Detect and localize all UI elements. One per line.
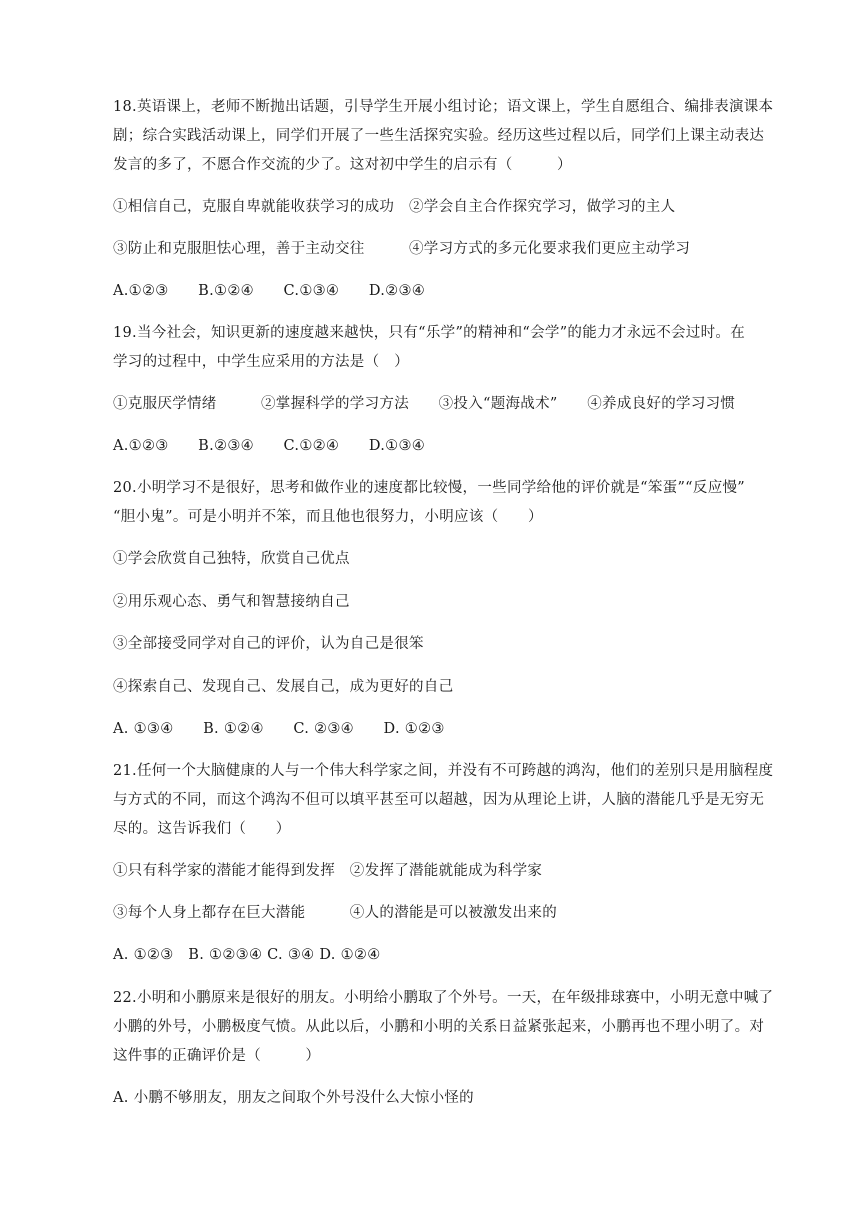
q21-stem-line-1: 21.任何一个大脑健康的人与一个伟大科学家之间，并没有不可跨越的鸿沟，他们的差别只是用脑程度 bbox=[113, 763, 774, 779]
q22-stem-line-1: 22.小明和小鹏原来是很好的朋友。小明给小鹏取了个外号。一天，在年级排球赛中，小明无意中喊了 bbox=[113, 990, 774, 1006]
q20-statement-4: ④探索自己、发现自己、发展自己，成为更好的自己 bbox=[113, 679, 454, 695]
q19-stem-line-1: 19.当今社会，知识更新的速度越来越快，只有“乐学”的精神和“会学”的能力才永远不会过时。在 bbox=[113, 325, 746, 341]
q20-statement-3: ③全部接受同学对自己的评价，认为自己是很笨 bbox=[113, 636, 424, 652]
q20-statement-1: ①学会欣赏自己独特，欣赏自己优点 bbox=[113, 551, 350, 567]
q18-options: A.①②③ B.①②④ C.①③④ D.②③④ bbox=[113, 283, 426, 299]
q22-stem-line-3: 这件事的正确评价是（ ） bbox=[113, 1048, 321, 1064]
q19-statement-1: ①克服厌学情绪 ②掌握科学的学习方法 ③投入“题海战术” ④养成良好的学习习惯 bbox=[113, 396, 736, 412]
q18-stem-line-1: 18.英语课上，老师不断抛出话题，引导学生开展小组讨论；语文课上，学生自愿组合、编排表演课本 bbox=[113, 99, 774, 115]
q21-stem-line-3: 尽的。这告诉我们（ ） bbox=[113, 821, 291, 837]
q18-statement-2: ③防止和克服胆怯心理，善于主动交往 ④学习方式的多元化要求我们更应主动学习 bbox=[113, 241, 691, 257]
q21-statement-2: ③每个人身上都存在巨大潜能 ④人的潜能是可以被激发出来的 bbox=[113, 905, 557, 921]
q20-statement-2: ②用乐观心态、勇气和智慧接纳自己 bbox=[113, 594, 350, 610]
q21-statement-1: ①只有科学家的潜能才能得到发挥 ②发挥了潜能就能成为科学家 bbox=[113, 863, 543, 879]
q21-stem-line-2: 与方式的不同，而这个鸿沟不但可以填平甚至可以超越，因为从理论上讲，人脑的潜能几乎是无穷无 bbox=[113, 792, 765, 808]
q20-stem-line-1: 20.小明学习不是很好，思考和做作业的速度都比较慢，一些同学给他的评价就是“笨蛋”“反应慢” bbox=[113, 480, 746, 496]
q22-stem-line-2: 小鹏的外号，小鹏极度气愤。从此以后，小鹏和小明的关系日益紧张起来，小鹏再也不理小明了。对 bbox=[113, 1019, 765, 1035]
q18-stem-line-2: 剧；综合实践活动课上，同学们开展了一些生活探究实验。经历这些过程以后，同学们上课主动表达 bbox=[113, 128, 765, 144]
q21-options: A. ①②③ B. ①②③④ C. ③④ D. ①②④ bbox=[113, 947, 381, 963]
q20-options: A. ①③④ B. ①②④ C. ②③④ D. ①②③ bbox=[113, 721, 445, 737]
q22-option-a: A. 小鹏不够朋友，朋友之间取个外号没什么大惊小怪的 bbox=[113, 1090, 474, 1106]
q19-stem-line-2: 学习的过程中，中学生应采用的方法是（ ） bbox=[113, 354, 409, 370]
q20-stem-line-2: “胆小鬼”。可是小明并不笨，而且他也很努力，小明应该（ ） bbox=[113, 509, 543, 525]
q18-stem-line-3: 发言的多了，不愿合作交流的少了。这对初中学生的启示有（ ） bbox=[113, 157, 572, 173]
q19-options: A.①②③ B.②③④ C.①②④ D.①③④ bbox=[113, 438, 426, 454]
q18-statement-1: ①相信自己，克服自卑就能收获学习的成功 ②学会自主合作探究学习，做学习的主人 bbox=[113, 199, 676, 215]
